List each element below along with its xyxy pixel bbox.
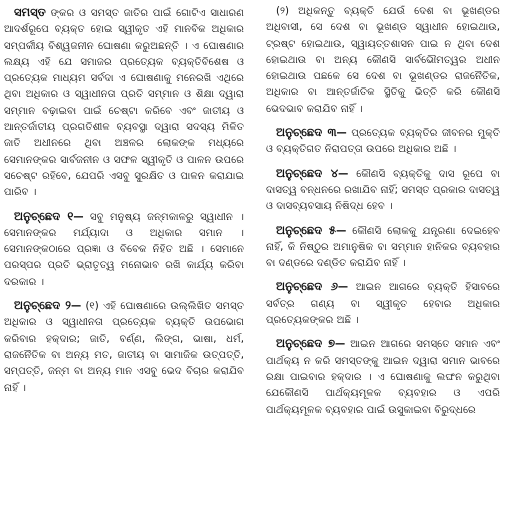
article-1-paragraph <box>4 208 244 291</box>
article-3-paragraph <box>266 124 500 159</box>
article-3-heading: ଅନୁଚ୍ଛେଦ ୩ <box>276 125 337 140</box>
article-4-dash: — <box>338 168 349 180</box>
article-4-heading: ଅନୁଚ୍ଛେଦ ୪ <box>276 165 339 180</box>
preamble-paragraph <box>4 4 244 202</box>
article-7-paragraph <box>266 335 500 418</box>
article-5-text: କୌଣସି ଲୋକକୁ ଯନ୍ତ୍ରଣା ଦେଇହେବ ନାହିଁ, କି ନିଷ୍ଠୁର ଅମାନୁଷିକ ବା ସମ୍ମାନ ହାନିକର ବ୍ୟବହାର ବା ଦଣ୍ଡରେ ଦଣ୍ଡିତ କରାଯିବ ନାହିଁ । <box>266 225 500 270</box>
article-7-heading: ଅନୁଚ୍ଛେଦ ୭ <box>276 336 336 351</box>
article-4-paragraph <box>266 165 500 216</box>
article-6-text: ଆଇନ ଆଗରେ ବ୍ୟକ୍ତି ହିସାବରେ ସର୍ବତ୍ର ଗଣ୍ୟ ବା ସ୍ୱୀକୃତ ହେବାର ଅଧିକାର ପ୍ରତ୍ୟେକଙ୍କର ଅଛି । <box>266 282 500 327</box>
preamble-text: ଙ୍କର ଓ ସମସ୍ତ ଜାତିର ପାଇଁ ଗୋଟିଏ ସାଧାରଣ ଆଦର୍ଶରୂପେ ବ୍ୟକ୍ତ ହୋଇ ସ୍ୱୀକୃତ ଏହି ମାନବିକ ଅଧିକାର ସମ୍ପର୍କୀୟ ବିଶ୍ୱଜନୀନ ଘୋଷଣା କରୁଅଛନ୍ତି । ଏ ଘୋଷଣାର ଲକ୍ଷ୍ୟ ଏହି ଯେ ସମାଜର ପ୍ରତ୍ୟେକ ବ୍ୟକ୍ତିବିଶେଷ ଓ ପ୍ରତ୍ୟେକ ମାଧ୍ୟମ ସର୍ବଦା ଏ ଘୋଷଣାକୁ ମନେରଖି ଏଥିରେ ଥିବା ଅଧିକାର ଓ ସ୍ୱାଧୀନତା ପ୍ରତି ସମ୍ମାନ ଓ ଶିକ୍ଷା ଦ୍ୱାରା ସମ୍ମାନ ବଢ଼ାଇବା ପାଇଁ ଚେଷ୍ଟା କରିବେ ଏବଂ ଜାତୀୟ ଓ ଆନ୍ତର୍ଜାତୀୟ ପ୍ରଗତିଶୀଳ ବ୍ୟବସ୍ଥା ଦ୍ୱାରା ସଦସ୍ୟ ମିଳିତ ଜାତି ଅଧୀନରେ ଥିବା ଅଞ୍ଚଳର ଲୋକଙ୍କ ମଧ୍ୟରେ ସେମାନଙ୍କର ସାର୍ବଜନୀନ ଓ ସଫଳ ସ୍ୱୀକୃତି ଓ ପାଳନ ଉପରେ ସଚେଷ୍ଟ ରହିବେ, ଯେପରି ଏସବୁ ସୁରକ୍ଷିତ ଓ ପାଳନ କରାଯାଇ ପାରିବ । <box>4 8 244 199</box>
article-7-dash: — <box>335 339 346 351</box>
article-1-text: ସବୁ ମନୁଷ୍ୟ ଜନ୍ମକାଳରୁ ସ୍ୱାଧୀନ । ସେମାନଙ୍କର ମର୍ଯ୍ୟାଦା ଓ ଅଧିକାର ସମାନ । ସେମାନଙ୍କଠାରେ ପ୍ରଜ୍ଞା ଓ ବିବେକ ନିହିତ ଅଛି । ସେମାନେ ପରସ୍ପର ପ୍ରତି ଭ୍ରାତୃତ୍ୱ ମନୋଭାବ ରଖି କାର୍ଯ୍ୟ କରିବା ଦରକାର । <box>4 211 244 288</box>
article-1-dash: — <box>73 211 84 223</box>
article-1-heading: ଅନୁଚ୍ଛେଦ ୧ <box>14 208 74 223</box>
article-5-heading: ଅନୁଚ୍ଛେଦ ୫ <box>276 222 337 237</box>
article-2-continued-paragraph <box>266 4 500 118</box>
article-6-dash: — <box>337 282 349 294</box>
article-2-heading: ଅନୁଚ୍ଛେଦ ୨ <box>14 298 71 313</box>
article-5-paragraph <box>266 222 500 273</box>
article-2-dash: — <box>70 301 82 313</box>
article-3-dash: — <box>336 128 347 140</box>
left-column <box>4 4 250 516</box>
article-2-text: (୧) ଏହି ଘୋଷଣାରେ ଉଲ୍ଲିଖିତ ସମସ୍ତ ଅଧିକାର ଓ ସ୍ୱାଧୀନତା ପ୍ରତ୍ୟେକ ବ୍ୟକ୍ତି ଉପଭୋଗ କରିବାର ହକ୍‌ଦାର; ଜାତି, ବର୍ଣ୍ଣ, ଲିଙ୍ଗ, ଭାଷା, ଧର୍ମ, ରାଜନୈତିକ ବା ଅନ୍ୟ ମତ, ଜାତୀୟ ବା ସାମାଜିକ ଉତ୍ପତ୍ତି, ସମ୍ପତ୍ତି, ଜନ୍ମ ବା ଅନ୍ୟ ମାନ ଏସବୁ ଭେଦ ବିଚାର କରାଯିବ ନାହିଁ । <box>4 301 244 394</box>
article-4-text: କୌଣସି ବ୍ୟକ୍ତିକୁ ଦାସ ରୂପେ ବା ଦାସତ୍ୱ ବନ୍ଧନରେ ରଖାଯିବ ନାହିଁ; ସମସ୍ତ ପ୍ରକାର ଦାସତ୍ୱ ଓ ଦାସବ୍ୟବସାୟ ନିଷିଦ୍ଧ ହେବ । <box>266 168 500 213</box>
preamble-lead-word: ସମସ୍ତ <box>14 5 46 19</box>
article-2-paragraph <box>4 297 244 397</box>
article-6-heading: ଅନୁଚ୍ଛେଦ ୬ <box>276 279 338 294</box>
article-3-text: ପ୍ରତ୍ୟେକ ବ୍ୟକ୍ତିର ଜୀବନର ମୁକ୍ତି ଓ ବ୍ୟକ୍ତିଗତ ନିରାପତ୍ତା ଉପରେ ଅଧିକାର ଅଛି । <box>266 128 500 156</box>
article-7-text: ଆଇନ ଆଗରେ ସମସ୍ତେ ସମାନ ଏବଂ ପାର୍ଥକ୍ୟ ନ କରି ସମସ୍ତଙ୍କୁ ଆଇନ ଦ୍ୱାରା ସମାନ ଭାବରେ ରକ୍ଷା ପାଇବାର ହକ୍‌ଦାର । ଏ ଘୋଷଣାକୁ ଲଙ୍ଘନ କରୁଥିବା ଯେକୌଣସି ପାର୍ଥକ୍ୟମୂଳକ ବ୍ୟବହାର ଓ ଏପରି ପାର୍ଥକ୍ୟମୂଳକ ବ୍ୟବହାର ପାଇଁ ଉସୁକାଇବା ବିରୁଦ୍ଧରେ <box>266 339 500 416</box>
article-6-paragraph <box>266 278 500 329</box>
article-5-dash: — <box>336 225 347 237</box>
article-2-continued-text: (୨) ଅଧିକନ୍ତୁ ବ୍ୟକ୍ତି ଯେଉଁ ଦେଶ ବା ଭୂଖଣ୍ଡର ଅଧିବାସୀ, ସେ ଦେଶ ବା ଭୂଖଣ୍ଡ ସ୍ୱାଧୀନ ହୋଇଥାଉ, ଟ୍ରଷ୍ଟ ହୋଇଥାଉ, ସ୍ୱାୟତ୍ତଶାସନ ପାଇ ନ ଥିବା ଦେଶ ହୋଇଥାଉ ବା ଅନ୍ୟ କୌଣସି ସାର୍ବଭୌମତ୍ୱର ଅଧୀନ ହୋଇଥାଉ ପଛକେ ସେ ଦେଶ ବା ଭୂଖଣ୍ଡର ରାଜନୈତିକ, ଅଧିକାର ବା ଆନ୍ତର୍ଜାତିକ ସ୍ଥିତିକୁ ଭିତ୍ତି କରି କୌଣସି ଭେଦଭାବ କରାଯିବ ନାହିଁ । <box>266 6 500 115</box>
right-column <box>254 4 500 516</box>
